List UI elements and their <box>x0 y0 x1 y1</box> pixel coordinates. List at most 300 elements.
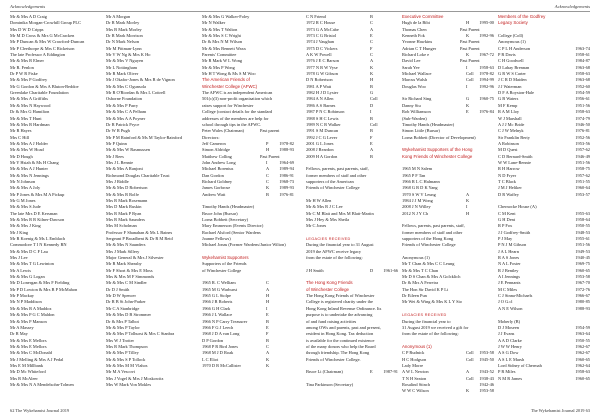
entry-house: C <box>266 343 269 349</box>
entry-name: from the estate of the following: <box>306 255 363 261</box>
entry-name: The Hong Kong Friends of Winchester <box>306 293 375 299</box>
entry-name: P N J M Gibson <box>498 242 527 248</box>
entry-name: Timothy Hands (Headmaster) <box>402 121 455 127</box>
entry-house: K <box>466 197 470 203</box>
entry-name: 1966 G H Clark <box>202 305 231 311</box>
entry-name: R A M Lloy <box>498 109 520 115</box>
entry-name: P R Miles <box>498 369 516 375</box>
entry-name: W W Lane-Rennie <box>498 159 531 165</box>
entry-house: C <box>370 39 373 45</box>
entry-name: Michael Jonas (Former Wardens/Junior Wilton) <box>202 242 286 248</box>
section-heading: The American Friends of <box>202 77 250 83</box>
entry-name: Mr D Lonergan & Mrs F Fielding <box>10 280 70 286</box>
entry-house: P <box>266 140 269 146</box>
entry-years: 1988-93 <box>575 305 590 311</box>
entry-name: 1976 J E C Barson <box>306 58 339 64</box>
entry-name: A Robinson <box>498 140 519 146</box>
entry-name: 2012 N J Y Ch <box>402 210 429 216</box>
entry-house: B <box>370 115 373 121</box>
entry-house: K <box>370 64 374 70</box>
entry-name: Mr P Mackay <box>10 293 34 299</box>
page-footer-right: The Wykehamist Journal 2019 63 <box>530 408 590 413</box>
entry-name: school through tips in the AFWC. <box>202 121 262 127</box>
entry-name: Mr & Mrs R A Maddox <box>10 305 52 311</box>
entry-name: Mr J Okafor-Jones & Mrs R de Vignon <box>106 77 175 83</box>
entry-years: 1978-82 <box>479 71 494 77</box>
entry-years: 1948-53 <box>575 229 590 235</box>
entry-name: Hugh de la Bibi <box>402 20 430 26</box>
entry-house: B <box>370 153 373 159</box>
entry-name: Mr & Mrs E Mellors <box>10 343 47 349</box>
entry-years: 1951-55 <box>575 178 590 184</box>
entry-years: 1945-50 <box>479 356 494 362</box>
entry-name: A S G Dow <box>498 350 519 356</box>
entry-name: of and fund raising activities <box>306 318 357 324</box>
entry-name: Mr Y Hsiah & Ms H Chang <box>10 159 59 165</box>
entry-years: 1963-64 <box>575 331 590 337</box>
entry-name: 1970 D R McCallister <box>202 362 241 368</box>
entry-name: Mr & Mrs R Hardman <box>10 121 50 127</box>
entry-name: Mr P Quinn <box>106 140 127 146</box>
entry-house: E <box>266 312 269 318</box>
entry-name: 1988 S H C Lewis <box>306 115 339 121</box>
entry-name: Bruce Li (Chairman) <box>306 369 343 375</box>
entry-name: Richard Loke e <box>402 52 430 58</box>
entry-name: Mr P Duncan & Mrs W Crawford-Duncan <box>10 39 85 45</box>
entry-years: 1946-50 <box>575 121 590 127</box>
entry-name: Mr R Hayes <box>10 128 32 134</box>
entry-years: 1960-65 <box>575 375 590 381</box>
entry-years: 1951-56 <box>575 242 590 248</box>
entry-years: 1958-63 <box>575 71 590 77</box>
entry-name: Mr & Mrs A A Poyner <box>106 115 146 121</box>
entry-years: 1958-63 <box>575 369 590 375</box>
entry-name: G H Dent <box>498 217 516 222</box>
entry-years: 1962-67 <box>575 350 590 356</box>
entry-name: D F A Royston-Hale <box>498 90 534 96</box>
entry-years: 1967-70 <box>575 280 590 286</box>
entry-name: Dominika Morgan-Crowhill Group PLC <box>10 20 82 26</box>
section-heading: Anonymous (1) <box>402 343 432 349</box>
entry-name: Dr R B St John-Parker <box>106 299 146 305</box>
entry-name: Mr R Koenig & Ms L Emblach <box>10 236 65 242</box>
entry-name: resident in Hong Kong. Tax deduction <box>306 331 374 337</box>
entry-name: The late Professor A Eddington <box>10 52 66 58</box>
entry-house: Past parent <box>260 128 280 134</box>
entry-name: Mr & Mrs P Parry <box>106 102 139 108</box>
entry-name: D R Waffey <box>498 191 519 197</box>
entry-house: Past Parent <box>460 45 480 51</box>
list-item <box>10 382 102 388</box>
entry-years: 1955-61 <box>575 236 590 242</box>
entry-name: C P L H Anderson <box>498 45 531 51</box>
header-rule <box>10 11 590 12</box>
entry-name: Mr J Melling & Mrs A J Pedal <box>10 356 64 362</box>
entry-name: 1966 J R Roberts <box>202 299 233 305</box>
entry-name: 1989 N C R Walker <box>306 121 341 127</box>
entry-name: Mr D Hough <box>10 153 33 159</box>
entry-name: J C R D Maiden <box>498 77 527 83</box>
entry-years: 1940-45 <box>575 255 590 261</box>
entry-years: 1974-79 <box>575 115 590 121</box>
entry-name: 1975 D C Vickers <box>306 45 338 51</box>
entry-name: J J Godfrey-Smith <box>498 229 531 235</box>
entry-years: 1953-56 <box>575 140 590 146</box>
entry-years: 1963-74 <box>575 45 590 51</box>
entry-name: Mr M D Cross & Mrs G McCracken <box>10 33 75 39</box>
entry-name: L C Eliot <box>202 356 219 362</box>
entry-years: 1960-65 <box>575 356 590 362</box>
entry-name: Lorna Bobbett (Secretary) <box>202 217 249 222</box>
column-3 <box>202 14 294 369</box>
entry-years: 1992-96 <box>479 33 494 39</box>
entry-years: 1992-96 <box>479 83 494 89</box>
list-item <box>402 388 494 394</box>
entry-name: Commodore T I N Kennedy RN <box>10 242 67 248</box>
entry-name: C P Rudnick <box>402 350 425 356</box>
entry-name: among OWs and parents, past and present, <box>306 324 381 330</box>
entry-name: Mrs C Hill <box>10 134 30 140</box>
entry-name: Mr J King <box>10 229 29 235</box>
entry-name: Rachael Alsford (Senior Wardens <box>202 229 261 235</box>
section-heading: of Winchester College <box>306 286 349 292</box>
entry-name: Danny Siu <box>402 102 421 108</box>
entry-years: 1958-63 <box>575 109 590 115</box>
entry-name: Dr & Mrs N M Wilson <box>202 39 243 45</box>
entry-house: E <box>370 369 373 375</box>
entry-name: Mr V W Ng & Mrs K Ho <box>106 52 151 58</box>
entry-house: K <box>466 33 470 39</box>
entry-name: 1966 N P Carry Treasurer <box>202 318 248 324</box>
entry-name: The Hon Sir David K P Li <box>402 286 449 292</box>
entry-name: (Sub-Warden) <box>402 115 427 121</box>
entry-name: 1991 S M Duncan <box>306 128 339 134</box>
entry-years: 1957-62 <box>575 172 590 178</box>
entry-name: Lord Sidney of Chermah <box>498 362 542 368</box>
entry-name: Mr R. Fenlon <box>10 64 34 70</box>
entry-name: The late Mrs D E Kersman <box>10 210 58 216</box>
entry-name: Mr A Massey <box>10 324 34 330</box>
entry-years: 1969-75 <box>575 261 590 267</box>
entry-name: Dr R Mark Morrison <box>106 33 143 39</box>
entry-name: Mr & Mrs C A Pelham <box>106 109 147 115</box>
entry-name: Mr P M Rainford & Ms M Taylor-Rainford <box>106 134 183 140</box>
entry-house: I <box>466 204 468 210</box>
entry-house: K <box>466 52 470 58</box>
entry-name: J J Evans <box>498 331 515 337</box>
entry-name: Mr & Mrs A Griffiths <box>10 96 48 102</box>
entry-years: 1962-64 <box>575 362 590 368</box>
entry-house: B <box>370 83 373 89</box>
column-5 <box>402 14 494 395</box>
entry-name: Mr R Mark Sheasby <box>106 261 142 267</box>
list-item <box>202 363 294 369</box>
running-header-right: Acknowledgements <box>554 4 590 9</box>
entry-name: Friends of Winchester College <box>306 185 360 191</box>
entry-name: G B Waters <box>498 96 519 102</box>
entry-name: Michael Wallace <box>402 71 432 77</box>
entry-years: 1972-76 <box>575 286 590 292</box>
entry-name: 1992 J C G Lever <box>306 134 338 140</box>
entry-name: Friends of Winchester College. <box>306 356 361 362</box>
entry-name: Bruce John (Bursar) <box>202 210 238 216</box>
entry-name: supporters of the Hong Kong <box>402 236 454 242</box>
entry-name: 1973 C G Bristol <box>306 33 337 39</box>
entry-name: Mr & Mrs M M Vlahos <box>106 362 148 368</box>
entry-name: Greenlake Charitable Foundation <box>10 90 69 96</box>
entry-name: A W L Newton <box>402 369 429 375</box>
entry-years: 1986-91 <box>279 172 294 178</box>
entry-name: 501(c)(3) non-profit organisation which <box>202 96 273 102</box>
entry-name: 1965 M G Warhurst <box>202 286 238 292</box>
entry-house: Coll <box>466 375 474 381</box>
section-heading: Winchester College (AFWC) <box>202 83 258 89</box>
entry-name: Mr & Mrs S C Wright <box>202 33 241 39</box>
entry-name: Mr & Mrs V Nguyen <box>106 58 144 64</box>
entry-name: P R Davis <box>498 52 516 58</box>
entry-name: from the estate of the following: <box>402 331 459 337</box>
entry-years: 1943-52 <box>479 369 494 375</box>
entry-name: M C Miles <box>498 286 518 292</box>
entry-years: 1960-65 <box>575 267 590 273</box>
entry-house: C <box>266 178 269 184</box>
entry-house: Coll <box>466 356 474 362</box>
entry-house: A <box>266 166 270 172</box>
entry-name: Dr & Mrs A Ferreira <box>402 280 439 286</box>
entry-house: E <box>266 324 269 330</box>
entry-name: 1977 N R W Vyse <box>306 64 338 70</box>
entry-years: 1976-81 <box>575 128 590 134</box>
entry-name: J H Smith <box>306 267 324 273</box>
entry-years: 1950-55 <box>575 223 590 229</box>
entry-name: Mr D Mc Whiteford <box>10 369 46 375</box>
entry-name: Mr Wei & Wing & Mrs K L Y Sio <box>402 299 462 305</box>
entry-house: K <box>466 388 470 394</box>
entry-name: Sarah Yee <box>402 64 420 70</box>
entry-name: Mrs B Mark Morley <box>106 26 142 32</box>
entry-name: Anonymous (1) <box>498 39 526 45</box>
entry-years: 1966-67 <box>575 293 590 299</box>
entry-name: John Andrew Long <box>202 159 236 165</box>
entry-name: Mr & Mrs P Tilley <box>106 350 139 356</box>
column-6 <box>498 14 590 382</box>
entry-name: Mr & Mrs D B Strommer <box>106 312 152 318</box>
entry-years: 1954-59 <box>575 324 590 330</box>
entry-house: B <box>370 14 373 19</box>
entry-years: 1967-72 <box>479 52 494 58</box>
entry-years: 1963-68 <box>575 77 590 83</box>
entry-house: I <box>266 305 268 311</box>
entry-name: 2008 J N Willey <box>402 204 431 210</box>
entry-name: Mrs W J Trotter <box>106 337 135 343</box>
entry-name: Mr & Mrs A J Hunter <box>10 166 48 172</box>
entry-name: Osborne Foundation <box>106 96 142 102</box>
column-2 <box>106 14 198 388</box>
entry-name: Mr & Mrs P Wong <box>202 64 235 70</box>
entry-years: 1976-81 <box>279 191 294 197</box>
entry-name: Mr & Mrs D C F Lau <box>10 248 48 254</box>
entry-name: 1987 P N C Robinson <box>306 109 345 115</box>
running-header-left: Acknowledgements <box>10 4 46 9</box>
page-footer-left: 62 The Wykehamist Journal 2019 <box>10 408 70 413</box>
entry-name: 1984 J J M Wong <box>402 197 433 203</box>
section-heading: LEGACIES RECEIVED <box>402 313 447 318</box>
section-heading: Members of the Godfrey <box>498 14 546 19</box>
entry-name: Mr & Mrs T C Chan <box>402 267 439 273</box>
entry-name: 1973 G A McCabe <box>306 26 339 32</box>
entry-name: R H Harrow <box>498 166 520 172</box>
entry-house: A <box>370 147 374 153</box>
section-heading: The Hong Kong Friends <box>306 280 353 286</box>
entry-name: Mr & Mrs R J C Lee <box>306 204 343 210</box>
entry-name: Mrs J Mark Sillery <box>106 248 140 254</box>
entry-name: J A L Hearn <box>498 248 519 254</box>
entry-name: Major General & Mrs J Silvester <box>106 255 164 261</box>
entry-name: Timothy Hands (Headmaster) <box>202 204 255 210</box>
entry-name: Mr & Mrs T Walton <box>202 26 238 32</box>
entry-years: 1989-93 <box>279 185 294 191</box>
entry-name: A S L E Marsh <box>498 356 525 362</box>
entry-name: T N H Seaton <box>402 375 427 381</box>
entry-name: Mr G M Jones <box>10 197 36 203</box>
entry-house: G <box>370 90 374 96</box>
entry-name: J M J Heliker <box>498 185 522 191</box>
entry-house: B <box>266 191 269 197</box>
entry-years: 1953-58 <box>479 350 494 356</box>
entry-name: G R W S Carter <box>498 71 526 77</box>
entry-name: 2008 J Reardon <box>306 147 334 153</box>
entry-name: Chernocke House (A) <box>498 204 537 210</box>
entry-name: 1965 R. C Welliam <box>202 280 236 286</box>
entry-name: Mr & Mrs A Joly <box>10 185 41 191</box>
entry-name: Mr M Pittman-Lynn <box>106 45 142 51</box>
entry-years: 1958-61 <box>575 52 590 58</box>
entry-name: 1966 F G J Leech <box>202 324 234 330</box>
entry-name: 2009 H A Gordon <box>306 153 338 159</box>
entry-name: Mr & Mrs S P Tollock <box>106 356 146 362</box>
entry-name: Mrs R Mark Rosemann <box>106 197 148 203</box>
entry-name: Mr & Mrs A D Craig <box>10 14 47 19</box>
entry-name: Mr P Cleethorpe & Mrs C Ricketson <box>10 45 75 51</box>
entry-name: Mr & Mrs C Ogunsola <box>106 83 147 89</box>
entry-name: Mr & Mrs S Jude <box>10 204 41 210</box>
entry-name: H C Hodgson <box>402 356 427 362</box>
entry-name: 1965 P F Tan <box>402 172 426 178</box>
entry-name: Mr H W Allen <box>306 197 332 203</box>
entry-name: Mr A Morgan <box>106 14 131 19</box>
section-heading: Wykehamist Supporters <box>202 255 249 261</box>
entry-years: 1962-67 <box>575 343 590 349</box>
entry-name: Peter Wales (Chairman) <box>202 128 244 134</box>
entry-name: Dr & Mrs G Hamilton <box>10 109 50 115</box>
entry-name: Hong Kong Inland Revenue Ordinance. Its <box>306 305 382 311</box>
entry-name: 1981 A P Watt <box>306 83 332 89</box>
entry-house: D <box>370 267 374 273</box>
entry-name: P J May <box>498 236 513 242</box>
entry-name: Dr R May <box>10 331 28 337</box>
entry-name: Mr R O'Riordan & Mrs L Cottrell <box>106 90 166 96</box>
entry-house: F <box>370 134 373 140</box>
entry-name: Mr J Rees <box>106 153 124 159</box>
entry-house: A <box>466 369 470 375</box>
entry-years: 1976-84 <box>479 109 494 115</box>
entry-name: Lady Morre <box>402 362 424 368</box>
entry-name: N D Fryer <box>498 172 517 178</box>
entry-name: Mr & Mrs R Rolfe <box>106 191 139 197</box>
entry-name: Mr & Mrs P Manson <box>10 318 47 324</box>
entry-name: Mrs R McAleer <box>10 375 38 381</box>
entry-name: Mr & Mrs D Robertson <box>106 185 148 191</box>
entry-name: Marcus Walsh <box>402 77 428 83</box>
entry-house: I <box>466 83 468 89</box>
entry-name: College is registered charity under the <box>306 299 373 305</box>
entry-name: 1968 M J D Roak <box>202 350 234 356</box>
entry-name: Mr R Mark W L Wong <box>202 58 243 64</box>
entry-name: Mrs M Scholman <box>106 223 137 229</box>
entry-house: B <box>266 318 269 324</box>
entry-house: H <box>266 293 270 299</box>
entry-name: Professor F Shanahan & Ms L Baines <box>106 229 173 235</box>
entry-years: 1950-55 <box>575 337 590 343</box>
entry-name: Rob Williamson <box>402 109 431 115</box>
entry-name: Dr P W R Fiske <box>10 71 38 77</box>
entry-name: 1974 J Vaughan <box>306 39 334 45</box>
entry-house: A <box>466 191 470 197</box>
entry-name: Mr & Mrs C M Sindler <box>106 280 147 286</box>
entry-years: 1995-00 <box>479 20 494 26</box>
entry-name: supporters of the American <box>306 178 354 184</box>
entry-house: H <box>370 77 374 83</box>
entry-name: Mr H T Wong & Ms S M Woo <box>202 71 256 77</box>
entry-name: Richmond Douglas Charitable Trust <box>106 172 170 178</box>
entry-name: N M R James <box>498 375 523 381</box>
entry-years: 1951-56 <box>575 159 590 165</box>
entry-name: Mary Emmerson (Events Director) <box>202 223 264 229</box>
entry-name: College (contact details for the standard <box>202 109 273 115</box>
entry-name: Dr N Mark Nelson <box>106 39 140 45</box>
entry-house: I <box>266 159 268 165</box>
entry-name: former members of staff and other <box>306 172 367 178</box>
entry-name: of Winchester College <box>202 267 242 273</box>
entry-years: 1953-58 <box>479 388 494 394</box>
entry-name: Anonymous (1) <box>402 255 430 261</box>
entry-name: 2019 the AFWC receive legacy <box>306 248 362 254</box>
entry-name: A J J Mc Bride <box>498 121 525 127</box>
entry-name: former members of staff and other <box>402 229 463 235</box>
entry-name: Dr R Mark Morley <box>106 20 140 26</box>
entry-name: Mr T Chan & Mrs C C Leung <box>402 261 455 267</box>
entry-house: H <box>266 147 270 153</box>
entry-house: Coll <box>466 71 474 77</box>
entry-name: James Gorbrose <box>202 185 231 191</box>
entry-house: Past Parent <box>460 39 480 45</box>
entry-years: 1956-61 <box>575 96 590 102</box>
entry-name: Mr L Nottingham <box>106 64 138 70</box>
entry-name: Sir Franklin Berty <box>498 134 530 140</box>
entry-house: G <box>466 96 470 102</box>
entry-name: A I Jennings <box>498 274 520 280</box>
entry-name: Kenneth Fok <box>402 33 425 39</box>
entry-name: Lorna Bobbett (Director of Development) <box>402 134 476 140</box>
entry-years: 1960-75 <box>479 96 494 102</box>
section-heading: Legacy Society <box>498 20 528 26</box>
entry-name: A A D Clarke <box>498 337 522 343</box>
entry-name: Mrs J Riddle <box>106 178 129 184</box>
entry-house: A <box>370 26 374 32</box>
entry-name: R J Bentley <box>498 267 519 273</box>
entry-name: addresses of the members are help for <box>202 115 269 121</box>
entry-years: 1938-43 <box>479 375 494 381</box>
